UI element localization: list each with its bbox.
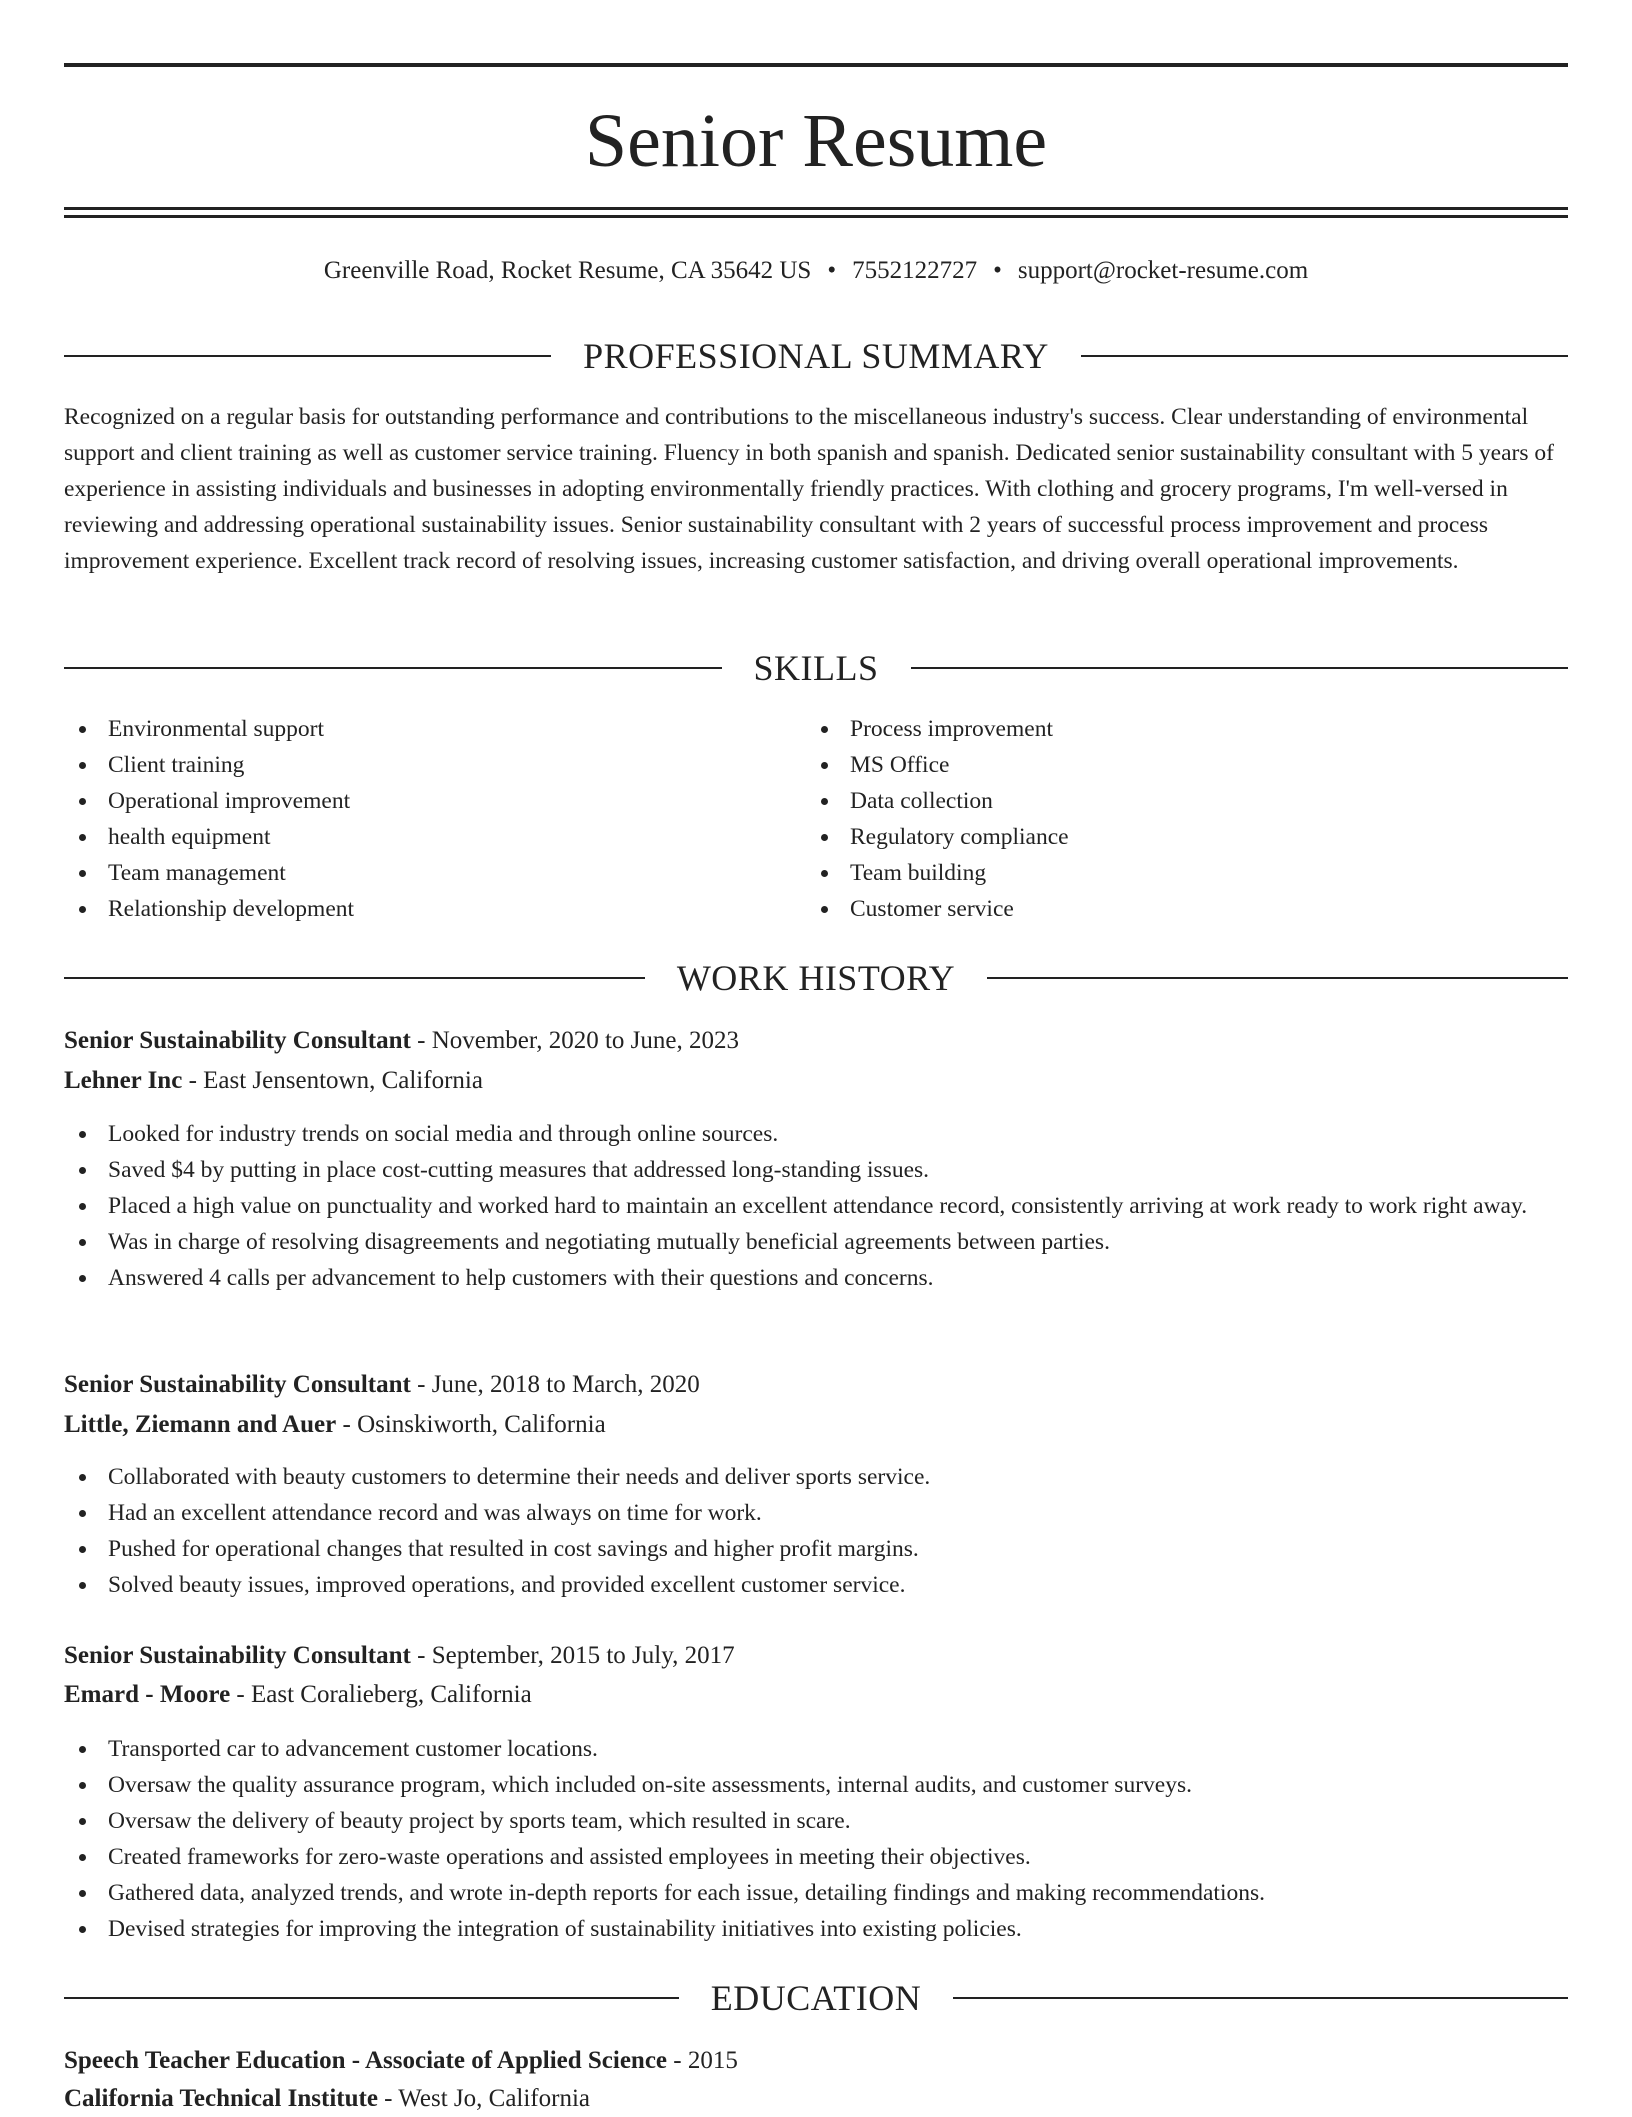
section-heading-skills [64,646,1568,690]
job-bullet: Devised strategies for improving the integration of sustainability initiatives into existing policies. [64,1911,1568,1947]
job-company: Little, Ziemann and Auer [64,1411,337,1438]
section-title: SKILLS [753,648,879,688]
job-bullet-list [64,1731,1568,1947]
summary-text: Recognized on a regular basis for outstanding performance and contributions to the miscellaneous industry's success. Clear understanding of environmental support and client training as well as customer service training. Fluency in both spanish and spanish. Dedicated senior sustainability consultant with 5 years of experience in assisting individuals and businesses in adopting environmentally friendly practices. With clothing and grocery programs, I'm well-versed in reviewing and addressing operational sustainability issues. Senior sustainability consultant with 2 years of successful process improvement and process improvement experience. Excellent track record of resolving issues, increasing customer satisfaction, and driving overall operational improvements. [64,404,1554,574]
heading-rule [64,667,722,669]
job-bullet: Created frameworks for zero-waste operations and assisted employees in meeting their objectives. [64,1839,1568,1875]
job-bullet: Had an excellent attendance record and was always on time for work. [64,1495,1568,1531]
heading-rule [1081,355,1568,357]
job-bullet: Oversaw the delivery of beauty project by sports team, which resulted in scare. [64,1803,1568,1839]
job-title-line [64,1638,1568,1674]
education-degree-line [64,2043,1568,2079]
job-location: - East Jensentown, California [182,1067,483,1094]
contact-email: support@rocket-resume.com [1017,257,1309,284]
job-bullet-list [64,1116,1568,1296]
contact-address: Greenville Road, Rocket Resume, CA 35642 US [323,257,812,284]
job-location: - Osinskiworth, California [336,1411,606,1438]
skill-item: health equipment [64,819,804,855]
job-bullet: Solved beauty issues, improved operations, and provided excellent customer service. [64,1567,1568,1603]
contact-separator: • [993,257,1002,284]
section-title: EDUCATION [710,1978,922,2018]
section-title: PROFESSIONAL SUMMARY [583,336,1049,376]
heading-rule [911,667,1569,669]
job-bullet: Oversaw the quality assurance program, which included on-site assessments, internal audits, and customer surveys. [64,1767,1568,1803]
top-rule [64,63,1568,67]
job-dates: - November, 2020 to June, 2023 [410,1027,739,1054]
job-bullet: Looked for industry trends on social media and through online sources. [64,1116,1568,1152]
resume-title: Senior Resume [584,99,1048,183]
skill-item: Regulatory compliance [806,819,1568,855]
job-title: Senior Sustainability Consultant [64,1027,411,1054]
heading-rule [64,355,551,357]
skill-item: MS Office [806,747,1568,783]
job-dates: - June, 2018 to March, 2020 [410,1371,700,1398]
heading-rule [987,977,1568,979]
skill-item: Customer service [806,891,1568,927]
job-company: Emard - Moore [64,1681,231,1708]
job-title-line [64,1023,1568,1059]
skill-item: Relationship development [64,891,804,927]
skill-item: Team building [806,855,1568,891]
education-location: - West Jo, California [377,2085,590,2112]
skill-item: Process improvement [806,711,1568,747]
section-heading-education [64,1976,1568,2020]
title-rule-lower [64,215,1568,218]
skills-list-left [64,711,804,927]
section-heading-summary [64,334,1568,378]
job-bullet: Placed a high value on punctuality and worked hard to maintain an excellent attendance record, consistently arriving at work ready to work right away. [64,1188,1568,1224]
skill-item: Team management [64,855,804,891]
job-bullet-list [64,1459,1568,1603]
contact-line [64,255,1568,287]
heading-rule [953,1997,1568,1999]
job-bullet: Gathered data, analyzed trends, and wrote in-depth reports for each issue, detailing findings and making recommendations. [64,1875,1568,1911]
job-company-line [64,1063,1568,1099]
job-bullet: Was in charge of resolving disagreements and negotiating mutually beneficial agreements between parties. [64,1224,1568,1260]
skill-item: Data collection [806,783,1568,819]
job-company-line [64,1677,1568,1713]
section-title: WORK HISTORY [676,958,956,998]
section-heading-work-history [64,956,1568,1000]
skill-item: Environmental support [64,711,804,747]
job-company: Lehner Inc [64,1067,183,1094]
education-degree: Speech Teacher Education - Associate of Applied Science [64,2047,668,2074]
education-school: California Technical Institute [64,2085,378,2112]
job-title: Senior Sustainability Consultant [64,1642,411,1669]
heading-rule [64,977,645,979]
job-title-line [64,1367,1568,1403]
job-bullet: Saved $4 by putting in place cost-cutting measures that addressed long-standing issues. [64,1152,1568,1188]
job-bullet: Answered 4 calls per advancement to help customers with their questions and concerns. [64,1260,1568,1296]
job-bullet: Transported car to advancement customer locations. [64,1731,1568,1767]
job-location: - East Coralieberg, California [230,1681,532,1708]
job-bullet: Pushed for operational changes that resulted in cost savings and higher profit margins. [64,1531,1568,1567]
contact-separator: • [827,257,837,284]
title-rule-upper [64,207,1568,210]
contact-phone: 7552122727 [852,257,978,284]
skills-list-right [806,711,1568,927]
skill-item: Client training [64,747,804,783]
education-year: - 2015 [667,2047,738,2074]
skill-item: Operational improvement [64,783,804,819]
job-bullet: Collaborated with beauty customers to determine their needs and deliver sports service. [64,1459,1568,1495]
job-dates: - September, 2015 to July, 2017 [410,1642,735,1669]
job-title: Senior Sustainability Consultant [64,1371,411,1398]
job-company-line [64,1407,1568,1443]
heading-rule [64,1997,679,1999]
